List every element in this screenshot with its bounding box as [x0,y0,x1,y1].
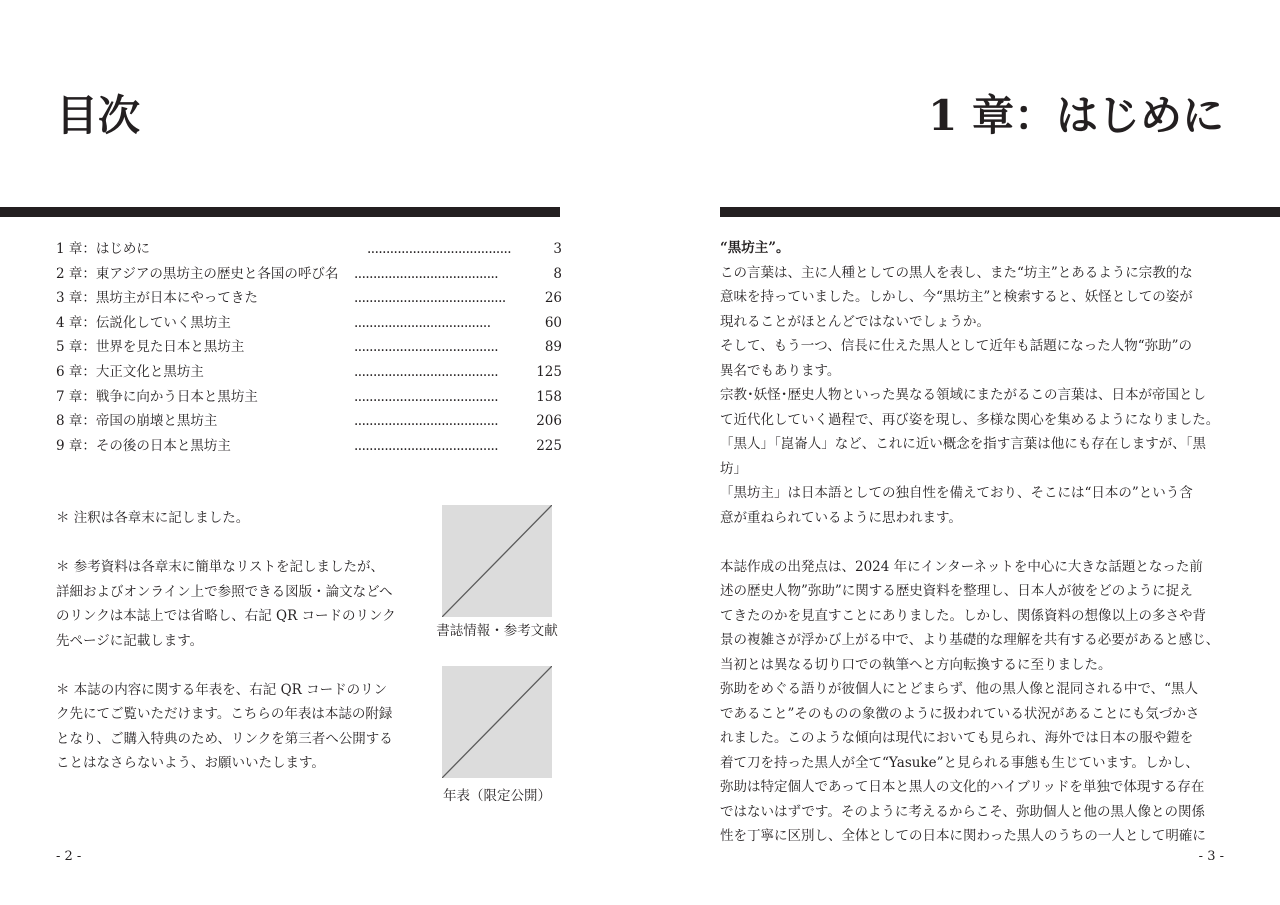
toc-leader-dots: ...................................... [354,388,499,405]
toc-leader-dots: ...................................... [354,437,499,454]
paragraph: そして、もう一つ、信長に仕えた黒人として近年も話題になった人物“弥助”の 異名でもあります。 [720,338,1192,379]
toc-entry-page: 225 [536,437,562,454]
toc-entry-label: 5 章：世界を見た日本と黒坊主 [56,339,245,356]
toc-entry[interactable] [56,335,562,360]
note-timeline: ＊ 本誌の内容に関する年表を、右記 QR コードのリン ク先にてご覧いただけます。こちらの年表は本誌の附録 となり、ご購入特典のため、リンクを第三者へ公開する ことはなさらないよう、お願いいたします。 [56,681,393,771]
toc-leader-dots: ...................................... [354,413,499,430]
toc-entry[interactable] [56,434,562,459]
toc-entry-label: 2 章：東アジアの黒坊主の歴史と各国の呼び名 [56,265,339,282]
toc-entry[interactable] [56,385,562,410]
page-number: - 3 - [1198,849,1224,864]
toc-entry-page: 158 [536,388,562,405]
right-page [640,0,1280,905]
toc-entry-page: 89 [544,339,562,356]
toc-entry-label: 9 章：その後の日本と黒坊主 [56,437,231,454]
paragraph: 宗教･妖怪･歴史人物といった異なる領域にまたがるこの言葉は、日本が帝国とし て近代化していく過程で、再び姿を現し、多様な関心を集めるようになりました。 「黒人」「崑崙人」など、これに近い概念を指す言葉は他にも存在しますが、「黒坊」 「黒坊主」は日本語としての独自性を備えており、そこには“日本の”という含 意が重ねられているように思われます。 [720,387,1220,526]
toc-entry[interactable] [56,409,562,434]
toc-entry-page: 3 [553,241,562,257]
qr-caption-bibliography: 書誌情報・参考文献 [436,623,558,639]
toc-entry[interactable] [56,360,562,385]
chapter-body [720,236,1225,849]
qr-code-placeholder-timeline[interactable] [442,666,552,778]
toc-leader-dots: ...................................... [354,363,499,380]
toc-title: 目次 [56,91,141,140]
chapter-title: 1 章：はじめに [928,91,1224,140]
toc-entry[interactable] [56,262,562,287]
page-number: - 2 - [56,849,82,864]
toc-leader-dots: ...................................... [354,265,499,282]
toc-entry-page: 60 [544,314,562,331]
toc-entry[interactable] [56,311,562,336]
title-rule [720,207,1280,217]
qr-caption-timeline: 年表（限定公開） [443,788,551,804]
note-references: ＊ 参考資料は各章末に簡単なリストを記しましたが、 詳細およびオンライン上で参照できる図版・論文などへ のリンクは本誌上では省略し、右記 QR コードのリンク 先ページに記載します。 [56,559,396,649]
paragraph: この言葉は、主に人種としての黒人を表し、また“坊主”とあるように宗教的な 意味を持っていました。しかし、今“黒坊主”と検索すると、妖怪としての姿が 現れることがほとんどではないでしょうか。 [720,264,1193,330]
toc-entry-label: 7 章：戦争に向かう日本と黒坊主 [56,388,258,405]
toc-entry-label: 4 章：伝説化していく黒坊主 [56,314,231,331]
toc-entry-label: 1 章：はじめに [56,241,150,257]
toc-entry-label: 6 章：大正文化と黒坊主 [56,363,204,380]
lead-line: “黒坊主”。 [720,240,790,256]
toc-entry-page: 26 [544,290,562,307]
toc-entry[interactable] [56,286,562,311]
paragraph: 弥助をめぐる語りが彼個人にとどまらず、他の黒人像と混同される中で、“黒人 であること”そのものの象徴のように扱われている状況があることにも気づかさ れました。このような傾向は現代においても見られ、海外では日本の服や鎧を 着て刀を持った黒人が全て“Yasuke”と見られる事態も生じています。しかし、 弥助は特定個人であって日本と黒人の文化的ハイブリッドを単独で体現する存在 ではないはずです。そのように考えるからこそ、弥助個人と他の黒人像との関係 性を丁寧に区別し、全体としての日本に関わった黒人のうちの一人として明確に [720,681,1206,844]
table-of-contents [56,237,562,458]
note-annotations: ＊ 注釈は各章末に記しました。 [56,510,250,526]
toc-entry-page: 125 [536,363,562,380]
image-placeholder-icon [442,505,552,617]
toc-leader-dots: ...................................... [367,241,512,257]
title-rule [0,207,560,217]
toc-leader-dots: ...................................... [354,339,499,356]
toc-leader-dots: .................................... [354,314,491,331]
notes [56,506,416,800]
toc-entry[interactable] [56,237,562,262]
qr-code-placeholder-bibliography[interactable] [442,505,552,617]
paragraph: 本誌作成の出発点は、2024 年にインターネットを中心に大きな話題となった前 述の歴史人物”弥助”に関する歴史資料を整理し、日本人が彼をどのように捉え てきたのかを見直すことにありました。しかし、関係資料の想像以上の多さや背 景の複雑さが浮かび上がる中で、より基礎的な理解を共有する必要があると感じ、 当初とは異なる切り口での執筆へと方向転換するに至りました。 [720,558,1220,673]
toc-entry-label: 3 章：黒坊主が日本にやってきた [56,290,258,307]
image-placeholder-icon [442,666,552,778]
toc-entry-page: 206 [536,413,562,430]
toc-leader-dots: ........................................ [354,290,506,307]
toc-entry-label: 8 章：帝国の崩壊と黒坊主 [56,413,218,430]
toc-entry-page: 8 [553,265,562,282]
